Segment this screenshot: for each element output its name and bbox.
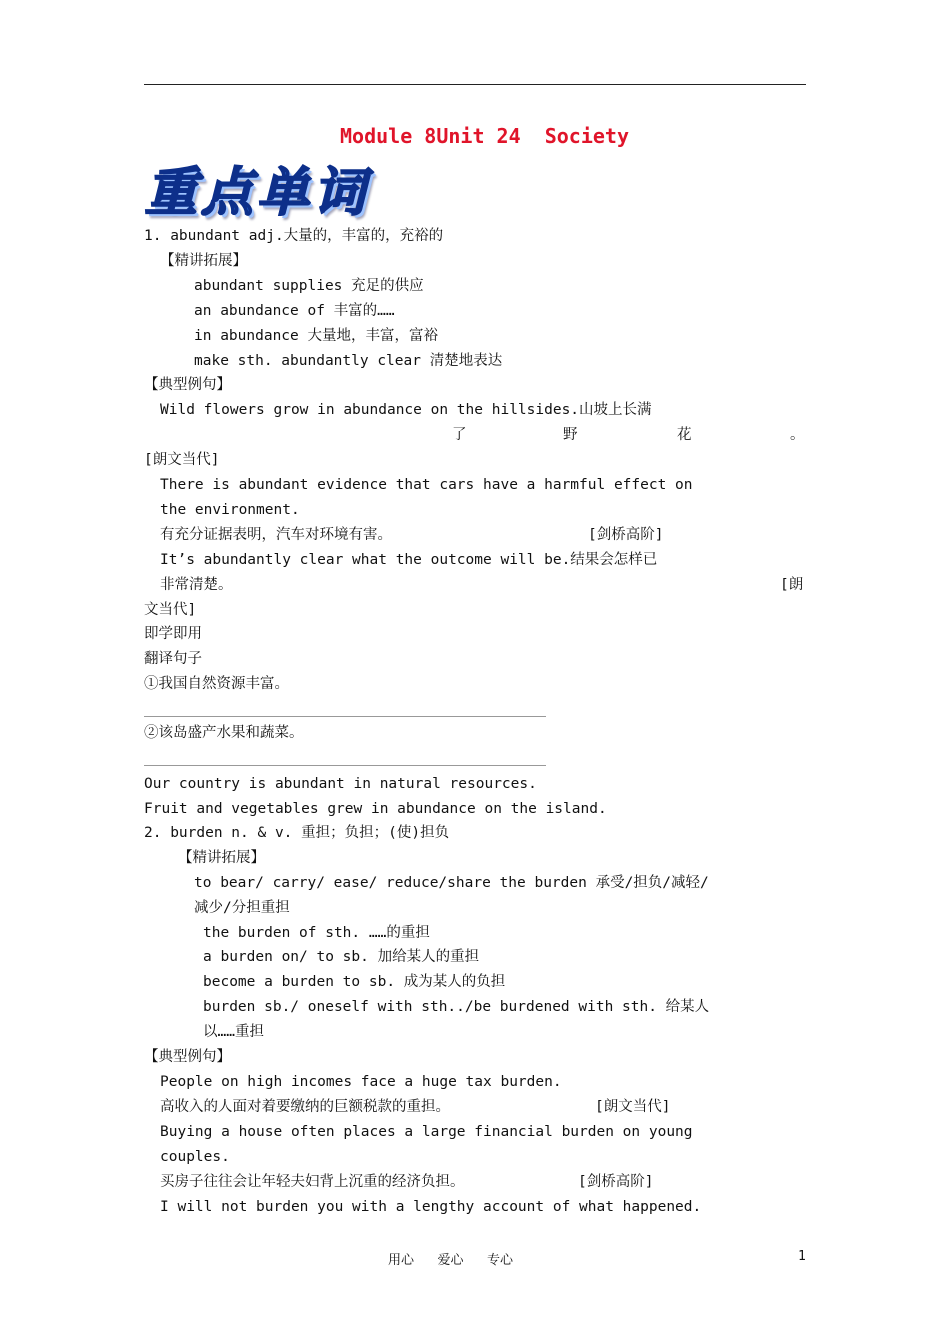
text-line: 【精讲拓展】 bbox=[160, 253, 247, 269]
text-line: 了 bbox=[452, 427, 467, 443]
text-line: Wild flowers grow in abundance on the hillsides.山坡上长满 bbox=[160, 402, 652, 418]
text-line: 野 bbox=[563, 427, 578, 443]
text-line: 2. burden n. & v. 重担；负担；(使)担负 bbox=[144, 825, 450, 841]
text-line: There is abundant evidence that cars have a harmful effect on bbox=[160, 477, 693, 493]
text-line: to bear/ carry/ ease/ reduce/share the burden 承受/担负/减轻/ bbox=[194, 875, 709, 891]
answer-blank-2 bbox=[144, 765, 546, 766]
text-line: [朗 bbox=[780, 577, 804, 593]
text-line: 以……重担 bbox=[203, 1024, 264, 1040]
text-line: [朗文当代] bbox=[595, 1099, 671, 1115]
text-line: 【精讲拓展】 bbox=[178, 850, 265, 866]
text-line: 高收入的人面对着要缴纳的巨额税款的重担。 bbox=[160, 1099, 450, 1115]
page-title: Module 8Unit 24 Society bbox=[340, 124, 629, 148]
text-line: I will not burden you with a lengthy account of what happened. bbox=[160, 1199, 702, 1215]
text-line: 即学即用 bbox=[144, 626, 202, 642]
text-line: the burden of sth. ……的重担 bbox=[203, 925, 430, 941]
text-line: ②该岛盛产水果和蔬菜。 bbox=[144, 725, 304, 741]
text-line: Buying a house often places a large financial burden on young bbox=[160, 1124, 693, 1140]
text-line: Our country is abundant in natural resources. bbox=[144, 776, 537, 792]
text-line: ①我国自然资源丰富。 bbox=[144, 676, 289, 692]
text-line: 文当代] bbox=[144, 602, 197, 618]
key-words-banner: 重点单词 bbox=[145, 162, 370, 223]
text-line: 花 bbox=[677, 427, 692, 443]
answer-blank-1 bbox=[144, 716, 546, 717]
text-line: [朗文当代] bbox=[144, 452, 220, 468]
text-line: 【典型例句】 bbox=[144, 377, 231, 393]
text-line: make sth. abundantly clear 清楚地表达 bbox=[194, 353, 503, 369]
text-line: People on high incomes face a huge tax burden. bbox=[160, 1074, 562, 1090]
text-line: [剑桥高阶] bbox=[578, 1174, 654, 1190]
text-line: the environment. bbox=[160, 502, 300, 518]
text-line: 1. abundant adj.大量的，丰富的，充裕的 bbox=[144, 228, 444, 244]
text-line: 。 bbox=[790, 427, 805, 443]
text-line: an abundance of 丰富的…… bbox=[194, 303, 395, 319]
text-line: couples. bbox=[160, 1149, 230, 1165]
page-number: 1 bbox=[798, 1249, 806, 1264]
text-line: in abundance 大量地，丰富，富裕 bbox=[194, 328, 438, 344]
text-line: 买房子往往会让年轻夫妇背上沉重的经济负担。 bbox=[160, 1174, 465, 1190]
text-line: 翻译句子 bbox=[144, 651, 202, 667]
text-line: 【典型例句】 bbox=[144, 1049, 231, 1065]
header-rule bbox=[144, 84, 806, 85]
footer-motto: 用心 爱心 专心 bbox=[388, 1253, 513, 1268]
text-line: 非常清楚。 bbox=[160, 577, 233, 593]
text-line: 有充分证据表明，汽车对环境有害。 bbox=[160, 527, 392, 543]
text-line: become a burden to sb. 成为某人的负担 bbox=[203, 974, 506, 990]
text-line: burden sb./ oneself with sth../be burdened with sth. 给某人 bbox=[203, 999, 710, 1015]
text-line: It’s abundantly clear what the outcome will be.结果会怎样已 bbox=[160, 552, 658, 568]
text-line: a burden on/ to sb. 加给某人的重担 bbox=[203, 949, 480, 965]
text-line: [剑桥高阶] bbox=[588, 527, 664, 543]
text-line: abundant supplies 充足的供应 bbox=[194, 278, 424, 294]
text-line: Fruit and vegetables grew in abundance on the island. bbox=[144, 801, 607, 817]
text-line: 减少/分担重担 bbox=[194, 900, 290, 916]
